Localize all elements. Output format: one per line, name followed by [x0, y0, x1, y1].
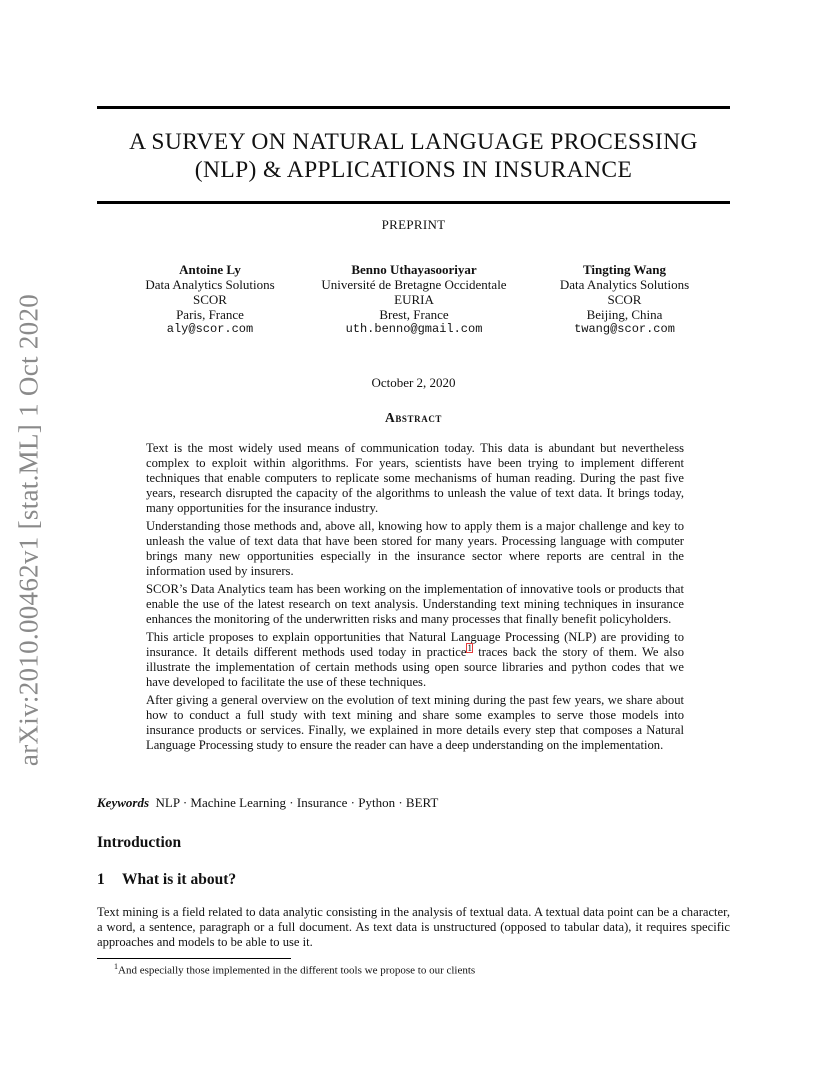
introduction-heading: Introduction: [97, 834, 182, 851]
author-affiliation: Data Analytics Solutions: [145, 277, 275, 292]
author-affiliation: Université de Bretagne Occidentale: [321, 277, 507, 292]
title-bottom-rule: [97, 201, 730, 204]
author-block-3: [532, 262, 717, 337]
author-name: Antoine Ly: [179, 262, 241, 277]
author-name: Tingting Wang: [583, 262, 666, 277]
section-number: 1: [97, 871, 105, 888]
keywords-line: [97, 795, 730, 811]
footnote-link[interactable]: 1: [467, 642, 472, 653]
footnote-mark: 1: [114, 962, 118, 971]
author-org: SCOR: [607, 292, 642, 307]
paper-title: [97, 128, 730, 184]
author-email[interactable]: uth.benno@gmail.com: [345, 322, 483, 336]
footnote-rule: [97, 958, 291, 959]
footnote-text: And especially those implemented in the different tools we propose to our clients: [118, 964, 476, 977]
abstract-paragraph: [146, 630, 684, 690]
paper-date: October 2, 2020: [371, 375, 456, 390]
keywords-label: Keywords: [97, 795, 149, 810]
author-location: Paris, France: [176, 307, 244, 322]
author-block-2: [304, 262, 524, 337]
author-email[interactable]: aly@scor.com: [166, 322, 254, 336]
abstract-paragraph: Text is the most widely used means of communication today. This data is abundant but nevertheless complex to exploit within algorithms. For years, scientists have been trying to implement different techniques that enable computers to replicate some mechanisms of human reading. During the past five years, research disrupted the capacity of the algorithms to unleash the value of text data. It brings today, many opportunities for the insurance industry.: [146, 441, 684, 515]
title-line-1: A SURVEY ON NATURAL LANGUAGE PROCESSING: [129, 129, 698, 155]
abstract-text: This article proposes to explain opportunities that Natural Language Processing (NLP) are providing to insurance. It details different methods used today in practice: [146, 630, 684, 659]
author-org: EURIA: [394, 292, 434, 307]
title-top-rule: [97, 106, 730, 109]
keywords-list: NLP · Machine Learning · Insurance · Python · BERT: [155, 795, 439, 810]
author-org: SCOR: [193, 292, 227, 307]
title-line-2: (NLP) & APPLICATIONS IN INSURANCE: [194, 157, 633, 183]
section-title: What is it about?: [122, 871, 237, 888]
body-paragraph: Text mining is a field related to data analytic consisting in the analysis of textual data. A textual data point can be a character, a word, a sentence, paragraph or a full document. As text data is unstructured (opposed to tabular data), it requires specific approaches and models to be able to use it.: [97, 905, 730, 949]
abstract-paragraph: Understanding those methods and, above all, knowing how to apply them is a major challenge and key to unleash the value of text data that have been stored for many years. Processing language with computer brings many new opportunities especially in the insurance sector where reports are central in the information used by insurers.: [146, 519, 684, 578]
arxiv-side-stamp: [6, 290, 52, 770]
author-affiliation: Data Analytics Solutions: [559, 277, 690, 292]
author-block-1: [120, 262, 300, 337]
footnote: [114, 962, 475, 977]
section-1-body: [97, 905, 730, 950]
abstract-text: traces back the story of them. We also illustrate the implementation of certain methods using open source libraries and python codes that we have developed to facilitate the use of these techniques.: [146, 645, 685, 689]
arxiv-stamp-text: arXiv:2010.00462v1 [stat.ML] 1 Oct 2020: [13, 293, 44, 767]
author-name: Benno Uthayasooriyar: [351, 262, 477, 277]
author-location: Brest, France: [379, 307, 449, 322]
author-email[interactable]: twang@scor.com: [574, 322, 675, 336]
abstract-paragraph: After giving a general overview on the evolution of text mining during the past few years, we share about how to conduct a full study with text mining and share some examples to serve those models into insurance products or services. Finally, we explained in more details every step that composes a Natural Language Processing study to ensure the reader can have a deep understanding on the implementation.: [146, 693, 684, 752]
preprint-label: PREPRINT: [381, 217, 446, 232]
abstract-body: [146, 441, 684, 756]
abstract-heading: Abstract: [384, 410, 443, 425]
section-1-heading: [97, 871, 236, 889]
author-location: Beijing, China: [586, 307, 663, 322]
abstract-paragraph: SCOR’s Data Analytics team has been working on the implementation of innovative tools or products that enable the use of the latest research on text analysis. Understanding text mining techniques in insurance enhances the monitoring of the underwritten risks and many processes that finally benefit policyholders.: [146, 582, 684, 626]
